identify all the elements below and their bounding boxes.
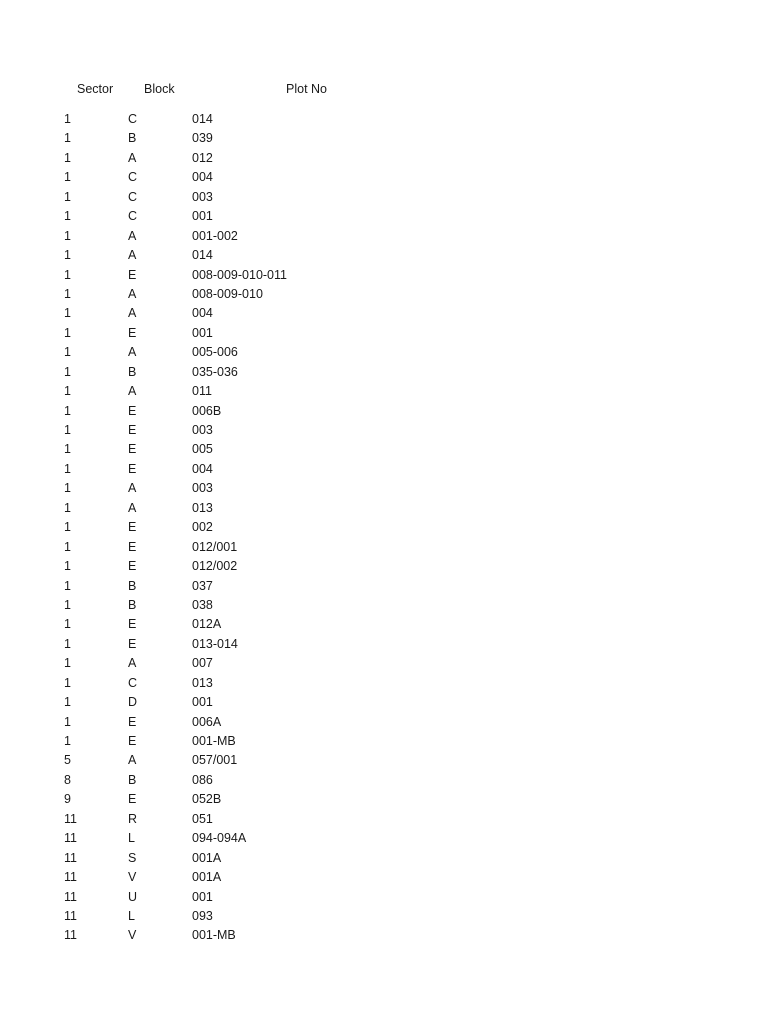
cell-block: A	[128, 286, 137, 301]
table-body	[0, 110, 768, 946]
table-row	[0, 888, 768, 907]
table-row	[0, 654, 768, 673]
table-row	[0, 440, 768, 459]
cell-block: B	[128, 131, 137, 146]
table-row	[0, 829, 768, 848]
cell-sector: 1	[64, 636, 71, 651]
table-row	[0, 732, 768, 751]
cell-plot-no: 013-014	[192, 636, 238, 651]
table-row	[0, 324, 768, 343]
cell-plot-no: 001	[192, 889, 213, 904]
cell-plot-no: 001A	[192, 870, 222, 885]
cell-block: D	[128, 695, 138, 710]
cell-plot-no: 003	[192, 189, 213, 204]
cell-sector: 11	[64, 908, 77, 923]
cell-block: C	[128, 170, 138, 185]
cell-block: E	[128, 267, 137, 282]
table-row	[0, 907, 768, 926]
cell-block: E	[128, 734, 137, 748]
cell-sector: 11	[64, 928, 77, 943]
table-row	[0, 693, 768, 712]
cell-plot-no: 012/002	[192, 559, 238, 574]
cell-sector: 1	[64, 520, 71, 535]
cell-sector: 1	[64, 248, 71, 263]
table-row	[0, 868, 768, 887]
cell-sector: 5	[64, 753, 71, 768]
cell-plot-no: 003	[192, 423, 213, 437]
cell-sector: 11	[64, 850, 77, 865]
table-row	[0, 713, 768, 732]
cell-block: E	[128, 442, 137, 457]
table-row	[0, 207, 768, 226]
cell-block: E	[128, 559, 137, 574]
cell-sector: 1	[64, 364, 71, 379]
cell-plot-no: 004	[192, 306, 213, 321]
cell-sector: 1	[64, 734, 71, 748]
cell-plot-no: 013	[192, 500, 213, 515]
cell-plot-no: 001	[192, 695, 213, 710]
cell-block: R	[128, 811, 138, 826]
cell-sector: 1	[64, 714, 71, 729]
cell-sector: 1	[64, 228, 71, 243]
cell-block: C	[128, 189, 138, 204]
cell-sector: 1	[64, 481, 71, 496]
cell-plot-no: 057/001	[192, 753, 238, 768]
cell-sector: 1	[64, 189, 71, 204]
cell-plot-no: 004	[192, 461, 213, 476]
table-row	[0, 168, 768, 187]
cell-sector: 11	[64, 831, 77, 846]
cell-sector: 1	[64, 209, 71, 224]
table-row	[0, 557, 768, 576]
cell-plot-no: 051	[192, 811, 213, 826]
cell-sector: 11	[64, 811, 77, 826]
cell-sector: 1	[64, 131, 71, 146]
cell-block: E	[128, 617, 137, 632]
cell-block: B	[128, 772, 137, 787]
cell-plot-no: 001	[192, 209, 213, 224]
cell-sector: 1	[64, 403, 71, 418]
table-row	[0, 499, 768, 518]
cell-plot-no: 012	[192, 150, 213, 165]
table-row	[0, 926, 768, 945]
cell-block: V	[128, 928, 137, 943]
cell-block: C	[128, 209, 138, 224]
table-row	[0, 849, 768, 868]
cell-plot-no: 012/001	[192, 539, 238, 554]
cell-block: A	[128, 500, 137, 515]
cell-block: E	[128, 423, 137, 437]
table-row	[0, 635, 768, 654]
header-plot-no: Plot No	[286, 82, 327, 96]
cell-sector: 1	[64, 423, 71, 437]
cell-block: E	[128, 403, 137, 418]
table-row	[0, 382, 768, 401]
cell-block: A	[128, 345, 137, 360]
cell-sector: 1	[64, 656, 71, 671]
table-row	[0, 246, 768, 265]
cell-plot-no: 008-009-010	[192, 286, 263, 301]
cell-plot-no: 008-009-010-011	[192, 267, 287, 282]
cell-sector: 1	[64, 617, 71, 632]
header-block: Block	[144, 82, 175, 96]
cell-plot-no: 007	[192, 656, 213, 671]
cell-sector: 1	[64, 695, 71, 710]
table-row	[0, 810, 768, 829]
cell-block: C	[128, 675, 138, 690]
header-sector: Sector	[77, 82, 114, 96]
cell-block: L	[128, 831, 135, 846]
cell-plot-no: 014	[192, 112, 213, 126]
cell-block: S	[128, 850, 137, 865]
table-row	[0, 285, 768, 304]
cell-plot-no: 012A	[192, 617, 222, 632]
table-row	[0, 596, 768, 615]
cell-block: A	[128, 384, 137, 399]
cell-plot-no: 037	[192, 578, 213, 593]
cell-sector: 1	[64, 150, 71, 165]
cell-sector: 1	[64, 384, 71, 399]
cell-block: C	[128, 112, 138, 126]
cell-block: B	[128, 578, 137, 593]
cell-block: B	[128, 597, 137, 612]
cell-block: V	[128, 870, 137, 885]
cell-block: E	[128, 461, 137, 476]
table-row	[0, 227, 768, 246]
cell-plot-no: 011	[192, 384, 212, 399]
table-row	[0, 402, 768, 421]
cell-sector: 9	[64, 792, 71, 807]
cell-sector: 11	[64, 870, 77, 885]
cell-block: A	[128, 248, 137, 263]
table-row	[0, 518, 768, 537]
cell-block: E	[128, 792, 137, 807]
cell-plot-no: 094-094A	[192, 831, 247, 846]
cell-sector: 1	[64, 578, 71, 593]
table-row	[0, 751, 768, 770]
cell-plot-no: 038	[192, 597, 213, 612]
table-row	[0, 110, 768, 129]
cell-block: L	[128, 908, 135, 923]
cell-sector: 1	[64, 267, 71, 282]
cell-block: A	[128, 228, 137, 243]
table-row	[0, 460, 768, 479]
cell-sector: 1	[64, 306, 71, 321]
table-row	[0, 674, 768, 693]
cell-block: A	[128, 150, 137, 165]
cell-block: E	[128, 520, 137, 535]
cell-plot-no: 039	[192, 131, 213, 146]
cell-block: B	[128, 364, 137, 379]
table-row	[0, 421, 768, 440]
table-row	[0, 479, 768, 498]
cell-plot-no: 004	[192, 170, 213, 185]
cell-block: A	[128, 753, 137, 768]
cell-sector: 1	[64, 345, 71, 360]
table-row	[0, 790, 768, 809]
cell-sector: 1	[64, 461, 71, 476]
table-header	[0, 80, 768, 98]
cell-sector: 1	[64, 170, 71, 185]
cell-block: U	[128, 889, 138, 904]
cell-sector: 1	[64, 286, 71, 301]
cell-sector: 11	[64, 889, 77, 904]
cell-sector: 1	[64, 500, 71, 515]
cell-block: A	[128, 481, 137, 496]
cell-sector: 1	[64, 325, 71, 340]
cell-block: E	[128, 636, 137, 651]
cell-plot-no: 005	[192, 442, 213, 457]
cell-sector: 1	[64, 597, 71, 612]
cell-sector: 1	[64, 559, 71, 574]
cell-sector: 8	[64, 772, 71, 787]
table-row	[0, 343, 768, 362]
table-row	[0, 363, 768, 382]
cell-plot-no: 001A	[192, 850, 222, 865]
table-row	[0, 771, 768, 790]
cell-plot-no: 002	[192, 520, 213, 535]
table-row	[0, 304, 768, 323]
cell-sector: 1	[64, 442, 71, 457]
cell-sector: 1	[64, 112, 71, 126]
cell-plot-no: 006B	[192, 403, 222, 418]
cell-plot-no: 003	[192, 481, 213, 496]
cell-plot-no: 013	[192, 675, 213, 690]
cell-plot-no: 001-MB	[192, 734, 236, 748]
cell-plot-no: 052B	[192, 792, 222, 807]
cell-sector: 1	[64, 675, 71, 690]
table-row	[0, 149, 768, 168]
cell-block: E	[128, 539, 137, 554]
cell-plot-no: 035-036	[192, 364, 238, 379]
cell-block: E	[128, 714, 137, 729]
table-row	[0, 266, 768, 285]
cell-plot-no: 014	[192, 248, 213, 263]
cell-plot-no: 001	[192, 325, 213, 340]
cell-plot-no: 086	[192, 772, 213, 787]
table-row	[0, 615, 768, 634]
cell-block: E	[128, 325, 137, 340]
table-row	[0, 577, 768, 596]
cell-block: A	[128, 656, 137, 671]
cell-block: A	[128, 306, 137, 321]
cell-plot-no: 006A	[192, 714, 222, 729]
table-row	[0, 129, 768, 148]
cell-plot-no: 001-002	[192, 228, 238, 243]
cell-plot-no: 001-MB	[192, 928, 236, 943]
table-row	[0, 538, 768, 557]
table-row	[0, 188, 768, 207]
cell-plot-no: 005-006	[192, 345, 238, 360]
cell-plot-no: 093	[192, 908, 213, 923]
cell-sector: 1	[64, 539, 71, 554]
